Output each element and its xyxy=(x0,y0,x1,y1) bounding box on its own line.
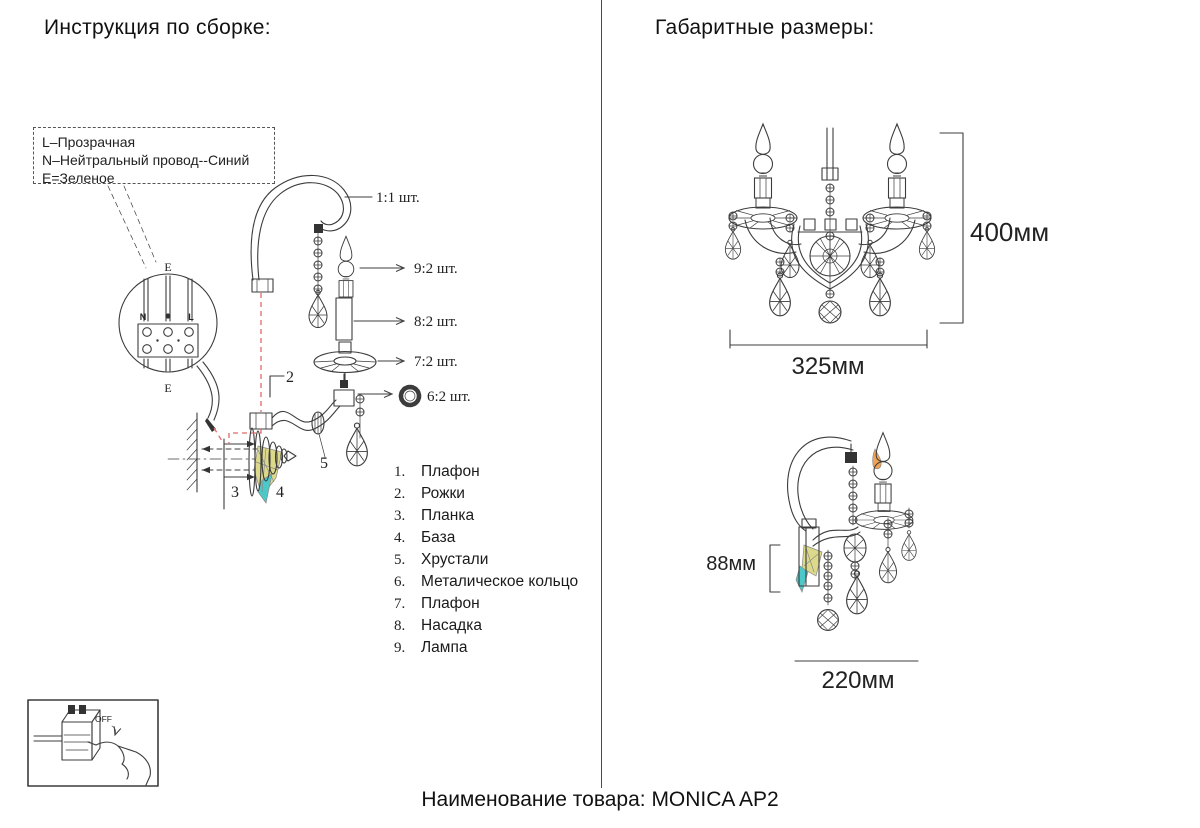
metal-ring-icon xyxy=(401,387,419,405)
height-dim-line xyxy=(940,133,963,323)
front-left-candle xyxy=(754,124,773,198)
legend-line-live: L–Прозрачная xyxy=(42,134,136,150)
arm-connector xyxy=(252,279,273,292)
depth-dim-label: 88мм xyxy=(706,553,756,575)
width-dim-label: 325мм xyxy=(791,353,865,380)
earth-dot xyxy=(165,313,170,318)
dimensions-diagram xyxy=(600,80,1200,720)
base-finial xyxy=(284,451,296,461)
terminal-block xyxy=(138,324,198,357)
nozzle-part xyxy=(336,298,404,340)
list-item: 1. Плафон xyxy=(394,463,480,480)
list-item: 7. Плафон xyxy=(394,595,480,612)
breaker-body xyxy=(62,722,92,760)
hand-outline xyxy=(96,742,150,785)
qty-shade: 7:2 шт. xyxy=(414,354,458,370)
legend-pointer-line xyxy=(108,186,146,268)
wiring-route xyxy=(214,293,261,444)
side-view-colors xyxy=(796,449,881,592)
earth-bottom-label: E xyxy=(164,381,172,395)
power-off-box xyxy=(28,700,158,786)
qty-arm: 1:1 шт. xyxy=(376,190,420,206)
ceiling-rod xyxy=(827,128,833,180)
wire-dash-pin xyxy=(214,428,222,441)
side-arm-inner xyxy=(798,447,853,529)
list-item: 5. Хрустали xyxy=(394,551,489,568)
side-width-dim-label: 220мм xyxy=(821,667,895,694)
legend-line-earth: E=Зеленое xyxy=(42,170,115,186)
candle-lamp xyxy=(338,236,354,297)
supply-cable xyxy=(34,736,62,741)
callout-leader xyxy=(270,376,284,397)
side-dimensions xyxy=(770,545,918,661)
list-item: 6. Металическое кольцо xyxy=(394,573,579,590)
metal-ring-part xyxy=(358,387,419,405)
depth-dim-line xyxy=(770,545,780,592)
socket-cup xyxy=(334,390,354,406)
list-item: 4. База xyxy=(394,529,456,546)
front-right-bobeche xyxy=(863,198,931,229)
callout-khrustali: 5 xyxy=(320,455,328,472)
terminal-detail xyxy=(108,186,219,432)
side-crystal-ball xyxy=(818,610,839,631)
list-item: 3. Планка xyxy=(394,507,475,524)
assembly-diagram xyxy=(0,80,600,790)
callout-rozhki: 2 xyxy=(286,369,294,386)
off-arrow xyxy=(112,726,116,735)
product-name: Наименование товара: MONICA AP2 xyxy=(421,788,779,811)
legend-pointer-line xyxy=(124,186,156,262)
qty-ring: 6:2 шт. xyxy=(427,389,471,405)
terminal-l-label: L xyxy=(188,312,194,322)
assembly-title: Инструкция по сборке: xyxy=(44,16,271,39)
mains-wire xyxy=(197,362,219,420)
width-dim-line xyxy=(730,330,927,348)
qty-nozzle: 8:2 шт. xyxy=(414,314,458,330)
callout-base: 4 xyxy=(276,484,284,501)
list-item: 9. Лампа xyxy=(394,639,468,656)
front-view xyxy=(730,128,963,348)
legend-line-neutral: N–Нейтральный провод--Синий xyxy=(42,152,250,168)
list-item: 8. Насадка xyxy=(394,617,482,634)
terminal-n-label: N xyxy=(139,312,147,322)
arm-part xyxy=(251,175,372,300)
earth-top-label: E xyxy=(164,260,172,274)
dimensions-title: Габаритные размеры: xyxy=(655,16,875,39)
list-item: 2. Рожки xyxy=(394,485,465,502)
side-lower-arm xyxy=(813,527,860,546)
height-dim-label: 400мм xyxy=(970,217,1050,247)
qty-lamp: 9:2 шт. xyxy=(414,261,458,277)
front-right-candle xyxy=(888,124,907,198)
front-crystal-ball xyxy=(819,301,841,323)
arm2-part xyxy=(250,374,360,457)
callout-planka: 3 xyxy=(231,484,239,501)
shade-part xyxy=(314,342,404,382)
arm2-connector xyxy=(250,413,272,429)
front-left-bobeche xyxy=(729,198,797,229)
arm2-outline xyxy=(272,400,336,422)
off-label: OFF xyxy=(95,714,112,724)
